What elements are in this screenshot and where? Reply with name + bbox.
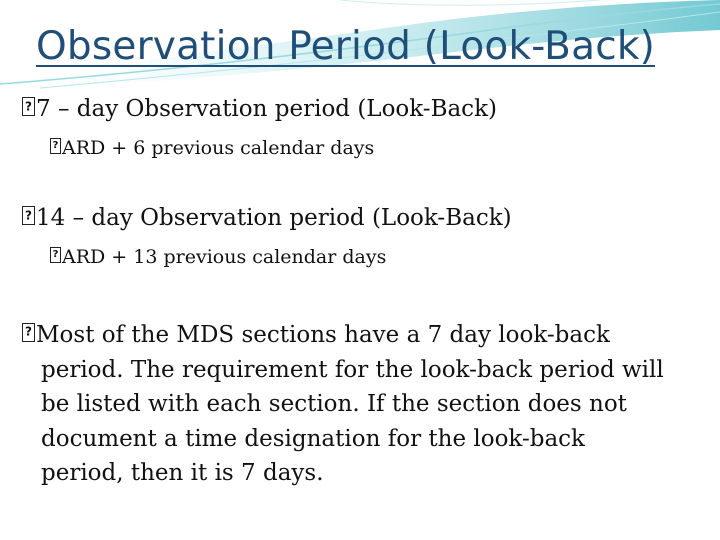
sub-bullet-item (50, 246, 386, 268)
sub-bullet-text: ARD + 13 previous calendar days (62, 246, 387, 268)
bullet-item (22, 205, 512, 231)
bullet-text: 7 – day Observation period (Look-Back) (36, 96, 497, 122)
missing-glyph-icon (50, 138, 61, 154)
missing-glyph-icon (22, 97, 35, 116)
paragraph-line: be listed with each section. If the section does not (41, 391, 627, 417)
missing-glyph-icon (22, 206, 35, 225)
missing-glyph-icon (22, 323, 35, 342)
sub-bullet-text: ARD + 6 previous calendar days (62, 137, 375, 159)
bullet-text: 14 – day Observation period (Look-Back) (36, 205, 512, 231)
paragraph-line: document a time designation for the look-back (41, 425, 585, 452)
paragraph-line: period, then it is 7 days. (41, 460, 324, 486)
paragraph-line: Most of the MDS sections have a 7 day look-back (36, 322, 610, 348)
slide-title: Observation Period (Look-Back) (36, 24, 656, 69)
paragraph-line: period. The requirement for the look-back period will (41, 356, 664, 383)
paragraph-first-line (22, 322, 610, 348)
bullet-item (22, 96, 497, 122)
missing-glyph-icon (50, 247, 61, 263)
sub-bullet-item (50, 137, 374, 159)
body-paragraph (22, 318, 712, 491)
